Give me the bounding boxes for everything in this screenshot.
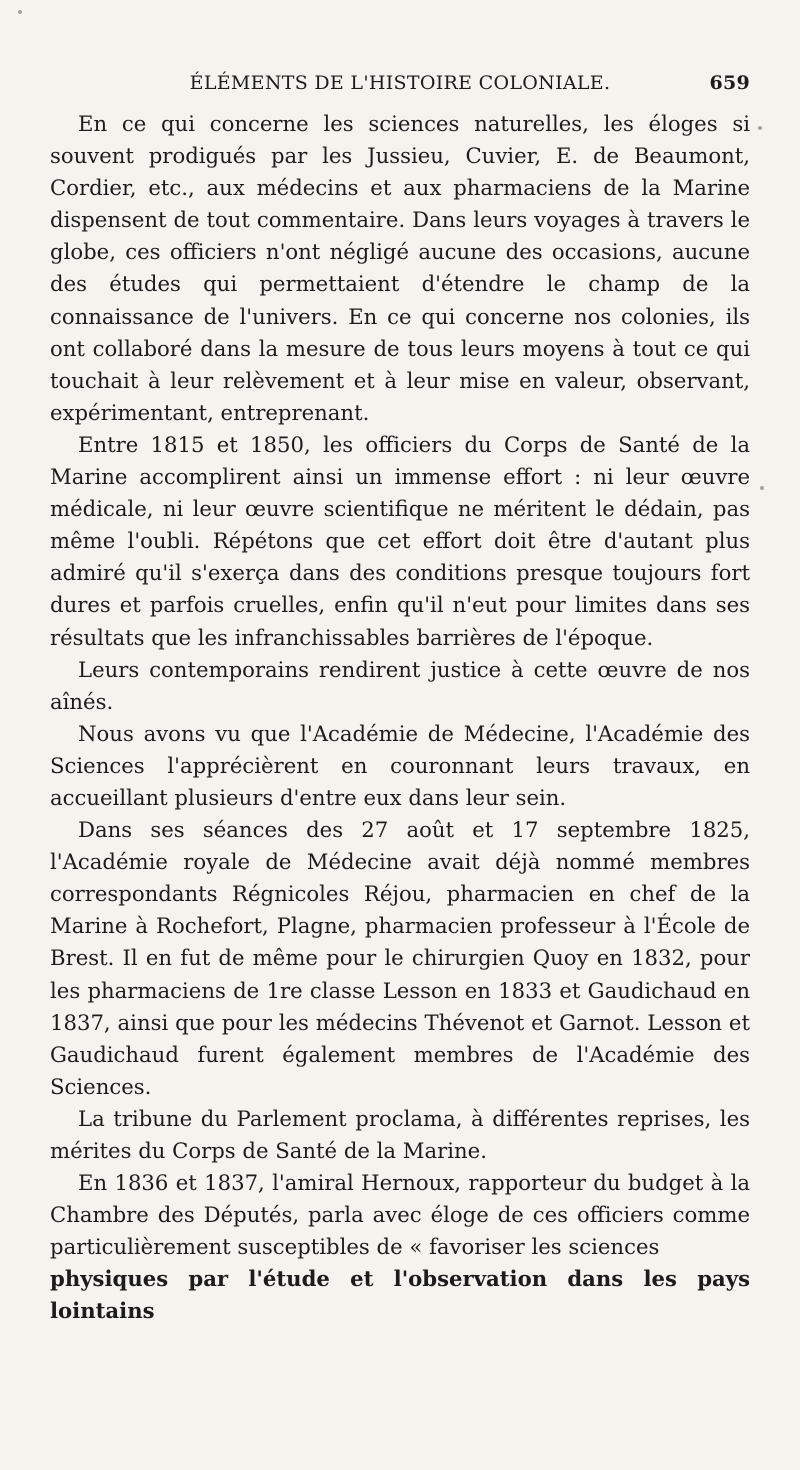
paragraph: Nous avons vu que l'Académie de Médecine, l'Académie des Sciences l'apprécièrent en couronnant leurs travaux, en accueillant plusieurs d'entre eux dans leur sein. <box>50 720 750 810</box>
paragraph: En 1836 et 1837, l'amiral Hernoux, rapporteur du budget à la Chambre des Députés, parla avec éloge de ces officiers comme particulièrement susceptibles de « favoriser les sciences <box>50 1170 750 1260</box>
page-speck <box>18 10 22 14</box>
body-text <box>50 108 750 1328</box>
paragraph: La tribune du Parlement proclama, à différentes reprises, les mérites du Corps de Santé de la Marine. <box>50 1105 750 1163</box>
paragraph: Dans ses séances des 27 août et 17 septembre 1825, l'Académie royale de Médecine avait déjà nommé membres correspondants Régnicoles Réjou, pharmacien en chef de la Marine à Rochefort, Plagne, pharmacien professeur à l'École de Brest. Il en fut de même pour le chirurgien Quoy en 1832, pour les pharmaciens de 1re classe Lesson en 1833 et Gaudichaud en 1837, ainsi que pour les médecins Thévenot et Garnot. Lesson et Gaudichaud furent également membres de l'Académie des Sciences. <box>50 817 750 1099</box>
running-head <box>50 68 750 108</box>
page-speck <box>760 486 764 490</box>
paragraph: Leurs contemporains rendirent justice à cette œuvre de nos aînés. <box>50 656 750 714</box>
paragraph: En ce qui concerne les sciences naturelles, les éloges si souvent prodigués par les Jussieu, Cuvier, E. de Beaumont, Cordier, etc., aux médecins et aux pharmaciens de la Marine dispensent de tout commentaire. Dans leurs voyages à travers le globe, ces officiers n'ont négligé aucune des occasions, aucune des études qui permettaient d'étendre le champ de la connaissance de l'univers. En ce qui concerne nos colonies, ils ont collaboré dans la mesure de tous leurs moyens à tout ce qui touchait à leur relèvement et à leur mise en valeur, observant, expérimentant, entreprenant. <box>50 111 750 425</box>
book-page <box>50 68 750 1328</box>
paragraph: Entre 1815 et 1850, les officiers du Corps de Santé de la Marine accomplirent ainsi un immense effort : ni leur œuvre médicale, ni leur œuvre scientifique ne méritent le dédain, pas même l'oubli. Répétons que cet effort doit être d'autant plus admiré qu'il s'exerça dans des conditions presque toujours fort dures et parfois cruelles, enfin qu'il n'eut pour limites dans ses résultats que les infranchissables barrières de l'époque. <box>50 431 750 650</box>
running-title: ÉLÉMENTS DE L'HISTOIRE COLONIALE. <box>189 72 611 94</box>
page-speck <box>758 126 762 130</box>
page-number: 659 <box>709 72 750 94</box>
final-line: physiques par l'étude et l'observation dans les pays lointains <box>50 1266 750 1324</box>
